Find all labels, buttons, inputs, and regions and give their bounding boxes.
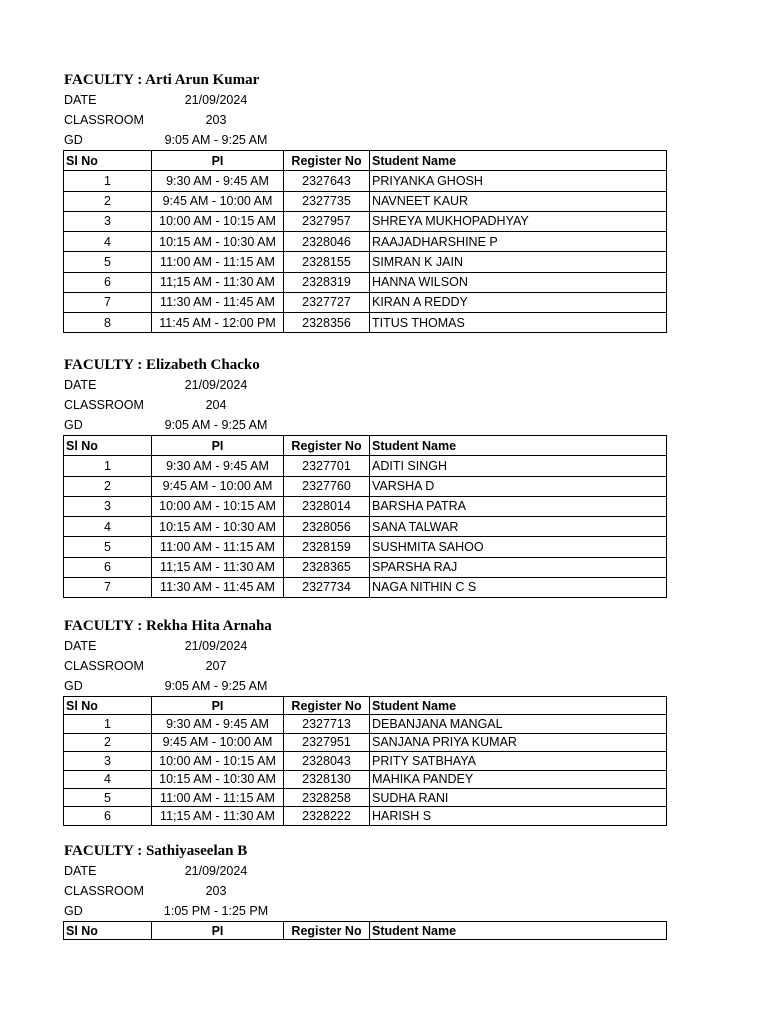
gd-row [63, 676, 666, 696]
cell-register-no: 2327951 [284, 733, 370, 751]
schedule-table [63, 150, 667, 333]
cell-register-no: 2328222 [284, 807, 370, 825]
classroom-label: CLASSROOM [64, 113, 144, 127]
cell-pi-time: 10:00 AM - 10:15 AM [152, 211, 284, 231]
cell-student-name: KIRAN A REDDY [370, 292, 667, 312]
col-header-pi: PI [152, 151, 284, 171]
gd-row [63, 901, 666, 921]
cell-register-no: 2328319 [284, 272, 370, 292]
cell-pi-time: 10:15 AM - 10:30 AM [152, 517, 284, 537]
gd-row [63, 415, 666, 435]
cell-register-no: 2328159 [284, 537, 370, 557]
cell-register-no: 2327735 [284, 191, 370, 211]
cell-sl-no: 4 [64, 232, 152, 252]
cell-pi-time: 11:00 AM - 11:15 AM [152, 537, 284, 557]
table-row [64, 517, 667, 537]
cell-student-name: NAGA NITHIN C S [370, 577, 667, 597]
cell-pi-time: 9:45 AM - 10:00 AM [152, 476, 284, 496]
cell-student-name: HANNA WILSON [370, 272, 667, 292]
classroom-row [63, 656, 666, 676]
table-row [64, 211, 667, 231]
cell-student-name: SHREYA MUKHOPADHYAY [370, 211, 667, 231]
gd-value: 9:05 AM - 9:25 AM [164, 418, 268, 432]
cell-student-name: ADITI SINGH [370, 456, 667, 476]
cell-register-no: 2328155 [284, 252, 370, 272]
gd-value: 9:05 AM - 9:25 AM [164, 133, 268, 147]
cell-sl-no: 7 [64, 292, 152, 312]
classroom-label: CLASSROOM [64, 659, 144, 673]
col-header-student-name: Student Name [370, 922, 667, 940]
date-row [63, 861, 666, 881]
table-row [64, 807, 667, 825]
cell-student-name: VARSHA D [370, 476, 667, 496]
table-row [64, 788, 667, 806]
cell-pi-time: 10:15 AM - 10:30 AM [152, 770, 284, 788]
cell-student-name: SANJANA PRIYA KUMAR [370, 733, 667, 751]
cell-sl-no: 1 [64, 715, 152, 733]
cell-student-name: SIMRAN K JAIN [370, 252, 667, 272]
cell-student-name: DEBANJANA MANGAL [370, 715, 667, 733]
cell-sl-no: 5 [64, 537, 152, 557]
gd-row [63, 130, 666, 150]
cell-register-no: 2327701 [284, 456, 370, 476]
table-row [64, 476, 667, 496]
col-header-sl-no: Sl No [64, 697, 152, 715]
classroom-value: 204 [205, 398, 227, 412]
col-header-pi: PI [152, 697, 284, 715]
classroom-value: 207 [205, 659, 227, 673]
date-value: 21/09/2024 [184, 93, 248, 107]
table-header-row [64, 151, 667, 171]
date-row [63, 636, 666, 656]
table-row [64, 456, 667, 476]
col-header-sl-no: Sl No [64, 436, 152, 456]
gd-value: 1:05 PM - 1:25 PM [163, 904, 269, 918]
cell-sl-no: 2 [64, 191, 152, 211]
cell-pi-time: 9:30 AM - 9:45 AM [152, 715, 284, 733]
cell-pi-time: 11:00 AM - 11:15 AM [152, 788, 284, 806]
col-header-register-no: Register No [284, 436, 370, 456]
faculty-heading: FACULTY : Sathiyaseelan B [64, 843, 248, 859]
cell-sl-no: 8 [64, 313, 152, 333]
table-row [64, 577, 667, 597]
table-row [64, 292, 667, 312]
table-row [64, 733, 667, 751]
col-header-register-no: Register No [284, 697, 370, 715]
cell-sl-no: 3 [64, 752, 152, 770]
table-row [64, 537, 667, 557]
classroom-row [63, 395, 666, 415]
cell-student-name: HARISH S [370, 807, 667, 825]
gd-label: GD [64, 904, 83, 918]
cell-sl-no: 4 [64, 770, 152, 788]
cell-sl-no: 2 [64, 476, 152, 496]
cell-student-name: SUSHMITA SAHOO [370, 537, 667, 557]
cell-register-no: 2328258 [284, 788, 370, 806]
cell-register-no: 2327760 [284, 476, 370, 496]
col-header-register-no: Register No [284, 151, 370, 171]
date-value: 21/09/2024 [184, 864, 248, 878]
cell-pi-time: 11:45 AM - 12:00 PM [152, 313, 284, 333]
table-row [64, 557, 667, 577]
date-label: DATE [64, 93, 97, 107]
cell-sl-no: 6 [64, 807, 152, 825]
cell-sl-no: 3 [64, 496, 152, 516]
cell-register-no: 2328046 [284, 232, 370, 252]
cell-pi-time: 10:00 AM - 10:15 AM [152, 496, 284, 516]
date-label: DATE [64, 639, 97, 653]
cell-sl-no: 4 [64, 517, 152, 537]
classroom-label: CLASSROOM [64, 884, 144, 898]
cell-student-name: SPARSHA RAJ [370, 557, 667, 577]
cell-pi-time: 11:30 AM - 11:45 AM [152, 577, 284, 597]
schedule-table [63, 435, 667, 598]
faculty-heading: FACULTY : Rekha Hita Arnaha [64, 618, 272, 634]
cell-sl-no: 5 [64, 252, 152, 272]
date-value: 21/09/2024 [184, 639, 248, 653]
classroom-value: 203 [205, 884, 227, 898]
cell-pi-time: 10:00 AM - 10:15 AM [152, 752, 284, 770]
cell-sl-no: 6 [64, 272, 152, 292]
cell-register-no: 2328130 [284, 770, 370, 788]
col-header-student-name: Student Name [370, 436, 667, 456]
cell-register-no: 2328365 [284, 557, 370, 577]
cell-sl-no: 7 [64, 577, 152, 597]
cell-sl-no: 2 [64, 733, 152, 751]
table-row [64, 715, 667, 733]
cell-pi-time: 11;15 AM - 11:30 AM [152, 557, 284, 577]
classroom-value: 203 [205, 113, 227, 127]
gd-value: 9:05 AM - 9:25 AM [164, 679, 268, 693]
cell-register-no: 2327734 [284, 577, 370, 597]
gd-label: GD [64, 679, 83, 693]
cell-student-name: MAHIKA PANDEY [370, 770, 667, 788]
faculty-heading: FACULTY : Elizabeth Chacko [64, 357, 260, 373]
faculty-heading: FACULTY : Arti Arun Kumar [64, 72, 260, 88]
faculty-section [63, 616, 666, 826]
cell-student-name: RAAJADHARSHINE P [370, 232, 667, 252]
date-row [63, 90, 666, 110]
cell-sl-no: 1 [64, 456, 152, 476]
cell-pi-time: 11;15 AM - 11:30 AM [152, 272, 284, 292]
cell-sl-no: 6 [64, 557, 152, 577]
classroom-row [63, 881, 666, 901]
cell-pi-time: 9:45 AM - 10:00 AM [152, 191, 284, 211]
col-header-sl-no: Sl No [64, 151, 152, 171]
table-row [64, 272, 667, 292]
table-row [64, 191, 667, 211]
col-header-sl-no: Sl No [64, 922, 152, 940]
cell-register-no: 2328356 [284, 313, 370, 333]
col-header-student-name: Student Name [370, 697, 667, 715]
date-value: 21/09/2024 [184, 378, 248, 392]
gd-label: GD [64, 133, 83, 147]
cell-pi-time: 11:30 AM - 11:45 AM [152, 292, 284, 312]
date-row [63, 375, 666, 395]
cell-sl-no: 5 [64, 788, 152, 806]
cell-register-no: 2328056 [284, 517, 370, 537]
classroom-label: CLASSROOM [64, 398, 144, 412]
table-row [64, 313, 667, 333]
table-header-row [64, 697, 667, 715]
cell-student-name: SUDHA RANI [370, 788, 667, 806]
cell-register-no: 2328043 [284, 752, 370, 770]
cell-pi-time: 9:30 AM - 9:45 AM [152, 456, 284, 476]
table-row [64, 770, 667, 788]
cell-sl-no: 3 [64, 211, 152, 231]
table-row [64, 752, 667, 770]
date-label: DATE [64, 378, 97, 392]
cell-pi-time: 9:30 AM - 9:45 AM [152, 171, 284, 191]
col-header-pi: PI [152, 436, 284, 456]
table-row [64, 232, 667, 252]
table-header-row [64, 922, 667, 940]
col-header-register-no: Register No [284, 922, 370, 940]
schedule-table [63, 921, 667, 940]
cell-pi-time: 11:00 AM - 11:15 AM [152, 252, 284, 272]
faculty-section [63, 355, 666, 598]
col-header-pi: PI [152, 922, 284, 940]
cell-register-no: 2327957 [284, 211, 370, 231]
cell-student-name: TITUS THOMAS [370, 313, 667, 333]
table-header-row [64, 436, 667, 456]
cell-pi-time: 9:45 AM - 10:00 AM [152, 733, 284, 751]
gd-label: GD [64, 418, 83, 432]
faculty-section [63, 70, 666, 333]
classroom-row [63, 110, 666, 130]
cell-student-name: PRIYANKA GHOSH [370, 171, 667, 191]
cell-student-name: SANA TALWAR [370, 517, 667, 537]
date-label: DATE [64, 864, 97, 878]
table-row [64, 252, 667, 272]
cell-pi-time: 10:15 AM - 10:30 AM [152, 232, 284, 252]
cell-register-no: 2327643 [284, 171, 370, 191]
cell-student-name: NAVNEET KAUR [370, 191, 667, 211]
cell-student-name: PRITY SATBHAYA [370, 752, 667, 770]
cell-sl-no: 1 [64, 171, 152, 191]
col-header-student-name: Student Name [370, 151, 667, 171]
cell-pi-time: 11;15 AM - 11:30 AM [152, 807, 284, 825]
cell-student-name: BARSHA PATRA [370, 496, 667, 516]
table-row [64, 171, 667, 191]
table-row [64, 496, 667, 516]
cell-register-no: 2328014 [284, 496, 370, 516]
faculty-section [63, 841, 666, 940]
schedule-table [63, 696, 667, 826]
cell-register-no: 2327713 [284, 715, 370, 733]
cell-register-no: 2327727 [284, 292, 370, 312]
